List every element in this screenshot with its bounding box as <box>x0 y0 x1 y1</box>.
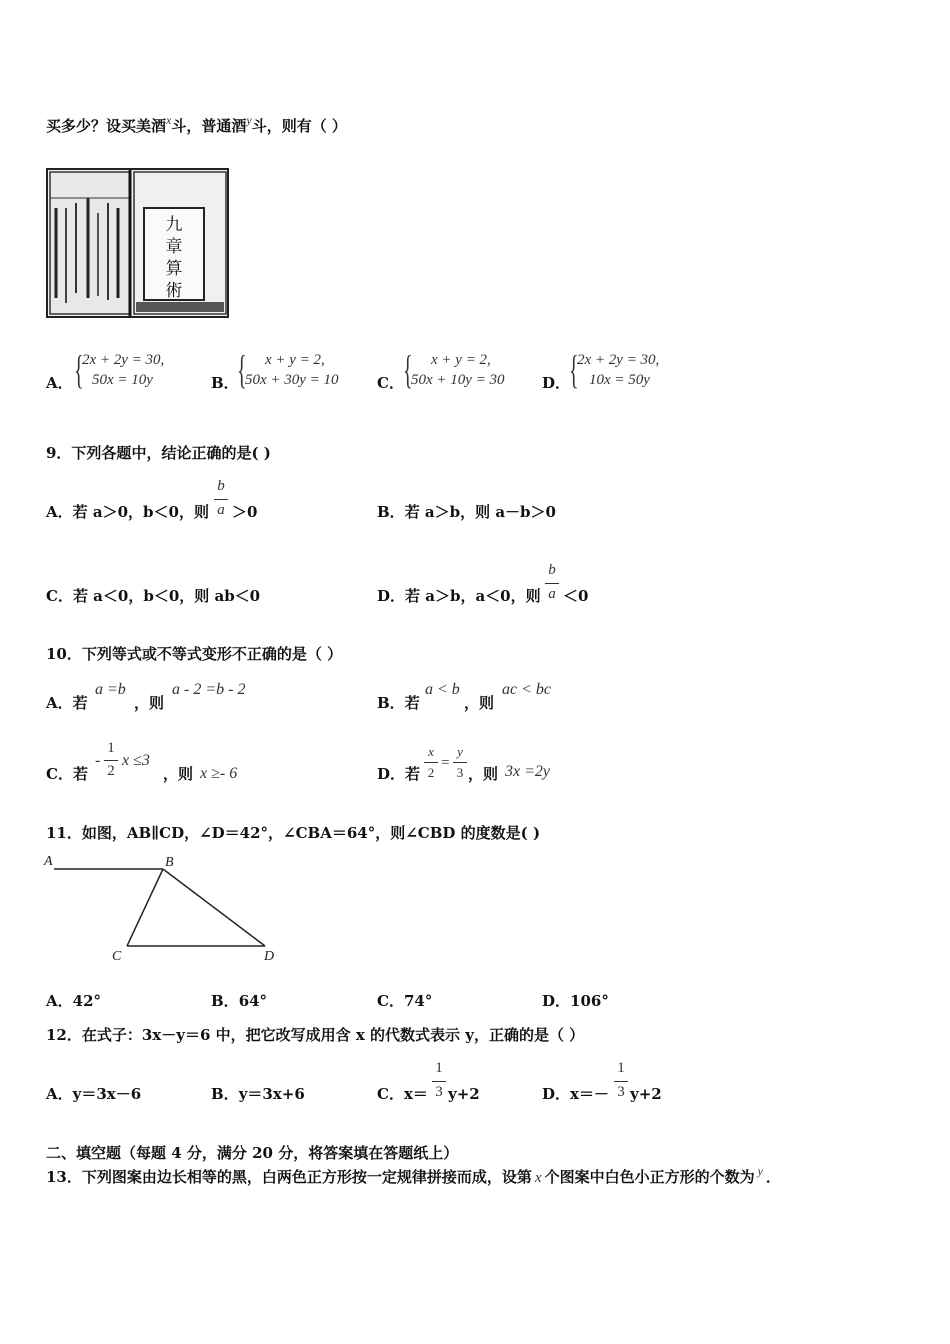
q10-option-d-fraction-2 <box>453 744 467 784</box>
q13-stem-part2: 个图案中白色小正方形的个数为 <box>544 1168 755 1186</box>
point-d-label: D <box>264 949 275 964</box>
q10-option-a-cond: a =b <box>95 681 126 698</box>
book-image <box>46 168 229 318</box>
q11-option-d <box>542 992 609 1010</box>
q10-option-c-ruo: 若 <box>72 765 88 783</box>
q9-option-a-text: 若 a＞0，b＜0，则 <box>72 503 209 521</box>
q12-option-d-pre: x＝－ <box>570 1085 609 1103</box>
q10-option-c-fraction <box>104 740 118 782</box>
q10-option-b-label: B． <box>377 694 405 712</box>
book-title-char-4: 術 <box>165 281 183 301</box>
q10-option-b <box>377 694 420 712</box>
q12-option-b <box>211 1085 305 1103</box>
book-title-char-3: 算 <box>165 259 183 279</box>
q9-option-c-label: C． <box>46 587 73 605</box>
q11-option-a-text: 42° <box>72 992 102 1010</box>
q8-option-a-label: A． <box>46 374 73 392</box>
q12-option-c <box>377 1085 428 1103</box>
q8-option-d-eq2: 10x = 50y <box>589 372 650 388</box>
q9-option-d-post: ＜0 <box>563 587 589 605</box>
q10-option-d-eq: = <box>440 755 451 771</box>
q10-option-a-ze: ，则 <box>134 694 165 712</box>
q12-option-c-denominator: 3 <box>435 1084 443 1100</box>
q12-option-a <box>46 1085 141 1103</box>
q12-option-c-pre: x＝ <box>403 1085 428 1103</box>
q9-option-a-label: A． <box>46 503 73 521</box>
q11-option-b <box>211 992 267 1010</box>
q9-option-a-numerator: b <box>217 478 225 494</box>
point-b-label: B <box>165 855 174 870</box>
q11-option-c-text: 74° <box>403 992 433 1010</box>
q13-stem-part3: ． <box>765 1168 781 1186</box>
q9-option-d-fraction <box>545 562 559 606</box>
q11-option-c-label: C． <box>377 992 404 1010</box>
line-bc <box>127 869 163 946</box>
q10-option-c <box>46 765 88 783</box>
q12-option-c-post: y+2 <box>448 1085 480 1103</box>
q13-stem-part1: 13．下列图案由边长相等的黑，白两色正方形按一定规律拼接而成，设第 <box>46 1168 532 1186</box>
q11-option-d-label: D． <box>542 992 571 1010</box>
q8-stem-part2: 斗，普通酒 <box>171 117 247 135</box>
q12-option-d-numerator: 1 <box>617 1060 625 1076</box>
q9-option-d-label: D． <box>377 587 406 605</box>
q12-option-d <box>542 1085 609 1103</box>
q10-option-b-ze: ，则 <box>464 694 495 712</box>
q10-option-b-cond: a < b <box>425 681 460 698</box>
q9-option-c-text: 若 a＜0，b＜0，则 ab＜0 <box>72 587 261 605</box>
q8-var-x: x <box>166 113 172 127</box>
q10-option-c-label: C． <box>46 765 73 783</box>
q8-option-a-eq2: 50x = 10y <box>92 372 153 388</box>
q12-option-d-fraction <box>614 1060 628 1104</box>
q12-option-b-text: y＝3x+6 <box>238 1085 305 1103</box>
q10-option-b-result: ac < bc <box>502 681 551 698</box>
q10-option-d-fraction-1 <box>424 744 438 784</box>
q10-option-d-label: D． <box>377 765 406 783</box>
q12-option-d-label: D． <box>542 1085 571 1103</box>
q10-option-d-denominator-1: 2 <box>427 765 435 780</box>
q11-option-b-label: B． <box>211 992 239 1010</box>
q9-option-a-denominator: a <box>217 502 225 518</box>
q10-option-d-ze: ，则 <box>468 765 499 783</box>
q12-stem: 12．在式子：3x－y＝6 中，把它改写成用含 x 的代数式表示 y，正确的是（ ） <box>46 1026 585 1044</box>
q9-option-b-text: 若 a＞b，则 a－b＞0 <box>404 503 556 521</box>
q8-option-a-eq1: 2x + 2y = 30, <box>82 352 165 368</box>
q8-var-y: y <box>246 113 252 127</box>
q11-option-b-text: 64° <box>238 992 268 1010</box>
q10-option-a-result: a - 2 =b - 2 <box>172 681 246 698</box>
q8-option-c-label: C． <box>377 374 404 392</box>
q10-option-a-ruo: 若 <box>72 694 88 712</box>
q10-option-b-ruo: 若 <box>404 694 420 712</box>
q9-option-a-post: ＞0 <box>232 503 258 521</box>
q8-option-b-eq1: x + y = 2, <box>265 352 325 368</box>
q8-stem <box>46 113 347 136</box>
q8-option-b-label: B． <box>211 374 239 392</box>
section-2-heading: 二、填空题（每题 4 分，满分 20 分，将答案填在答题纸上） <box>46 1144 459 1162</box>
q10-option-a <box>46 694 88 712</box>
q13-var-x: x <box>534 1170 542 1186</box>
q10-option-d-numerator-1: x <box>428 744 434 759</box>
point-a-label: A <box>44 854 53 869</box>
q10-option-c-tail: x ≤3 <box>122 752 150 769</box>
q10-option-d <box>377 765 420 783</box>
q12-option-c-numerator: 1 <box>435 1060 443 1076</box>
q13-var-y: y <box>757 1164 763 1178</box>
q12-option-c-label: C． <box>377 1085 404 1103</box>
q10-option-c-minus: - <box>95 752 101 769</box>
q10-option-a-label: A． <box>46 694 73 712</box>
q11-diagram <box>40 850 290 968</box>
q8-stem-part1: 买多少？设买美酒 <box>46 117 167 135</box>
q9-option-b <box>377 503 556 521</box>
q10-option-d-denominator-2: 3 <box>456 765 464 780</box>
q11-option-d-text: 106° <box>570 992 609 1010</box>
q9-option-c <box>46 587 260 605</box>
q9-option-a-fraction <box>214 478 228 522</box>
line-bd <box>163 869 265 946</box>
q11-option-a <box>46 992 101 1010</box>
q8-option-d-label: D． <box>542 374 571 392</box>
q10-option-d-result: 3x =2y <box>505 763 550 780</box>
q8-option-c-eq1: x + y = 2, <box>431 352 491 368</box>
book-title-char-2: 章 <box>165 237 183 257</box>
q11-stem: 11．如图，AB∥CD，∠D＝42°，∠CBA＝64°，则∠CBD 的度数是( ) <box>46 824 541 842</box>
q12-option-d-post: y+2 <box>630 1085 662 1103</box>
point-c-label: C <box>112 949 122 964</box>
q8-option-d-eq1: 2x + 2y = 30, <box>577 352 660 368</box>
q10-option-d-ruo: 若 <box>405 765 421 783</box>
q8-option-c-eq2: 50x + 10y = 30 <box>411 372 505 388</box>
q9-option-a <box>46 503 209 521</box>
q9-option-d-numerator: b <box>548 562 556 578</box>
book-title-char-1: 九 <box>165 215 183 235</box>
q12-option-a-text: y＝3x－6 <box>72 1085 142 1103</box>
q12-option-c-fraction <box>432 1060 446 1104</box>
q8-stem-part3: 斗，则有（ ） <box>251 117 347 135</box>
q8-option-b-eq2: 50x + 30y = 10 <box>245 372 339 388</box>
q12-option-d-denominator: 3 <box>617 1084 625 1100</box>
q10-option-c-denominator: 2 <box>107 763 115 779</box>
q11-option-a-label: A． <box>46 992 73 1010</box>
q10-option-d-numerator-2: y <box>457 744 463 759</box>
q12-option-b-label: B． <box>211 1085 239 1103</box>
q12-option-a-label: A． <box>46 1085 73 1103</box>
q10-stem: 10．下列等式或不等式变形不正确的是（ ） <box>46 645 343 663</box>
q9-option-d <box>377 587 541 605</box>
q9-stem: 9．下列各题中，结论正确的是( ) <box>46 444 271 462</box>
q10-option-c-numerator: 1 <box>107 740 115 756</box>
q13-stem <box>46 1164 781 1187</box>
q10-option-c-ze: ，则 <box>163 765 194 783</box>
q9-option-b-label: B． <box>377 503 405 521</box>
q11-option-c <box>377 992 432 1010</box>
q9-option-d-denominator: a <box>548 586 556 602</box>
q9-option-d-text: 若 a＞b，a＜0，则 <box>405 587 541 605</box>
q10-option-c-result: x ≥- 6 <box>200 765 238 782</box>
